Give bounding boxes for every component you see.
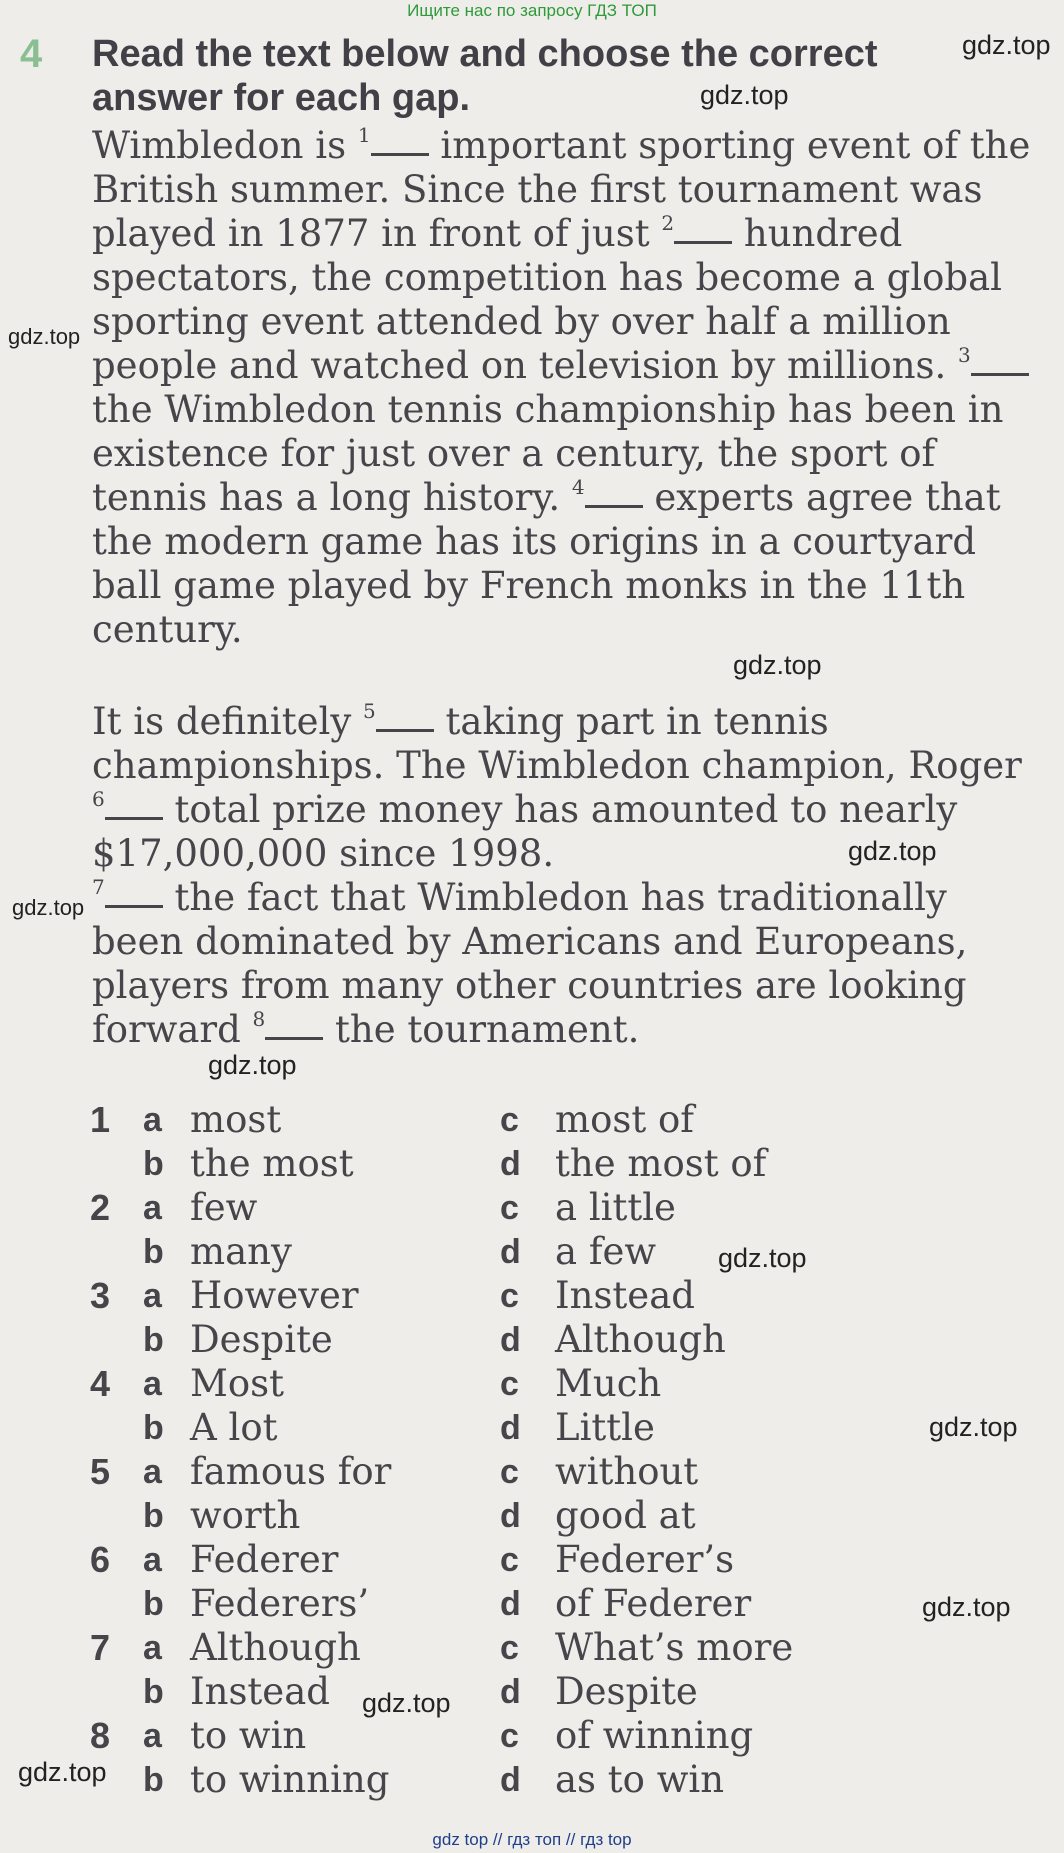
gap-blank	[585, 504, 643, 508]
watermark: gdz.top	[700, 80, 789, 110]
option-letter-c: c	[500, 1365, 519, 1403]
option-text-a: However	[190, 1274, 359, 1317]
option-text-a: few	[190, 1186, 258, 1229]
question-number: 7	[90, 1627, 111, 1668]
instruction-line-2: answer for each gap.	[92, 77, 471, 119]
watermark: gdz.top	[848, 836, 937, 866]
option-text-b: to winning	[190, 1758, 390, 1801]
option-row	[0, 1450, 1064, 1494]
instruction-line-1: Read the text below and choose the correct	[92, 33, 878, 75]
option-letter-a: a	[143, 1101, 162, 1139]
option-letter-c: c	[500, 1101, 519, 1139]
gap-number: 4	[571, 475, 585, 499]
option-text-d: as to win	[555, 1758, 725, 1801]
watermark: gdz.top	[8, 324, 81, 349]
option-text-c: Federer’s	[555, 1538, 735, 1581]
option-text-a: Most	[190, 1362, 285, 1405]
watermark: gdz.top	[929, 1412, 1018, 1442]
option-letter-b: b	[143, 1497, 164, 1535]
option-letter-d: d	[500, 1761, 521, 1799]
option-text-b: worth	[190, 1494, 301, 1537]
watermark: gdz.top	[18, 1757, 107, 1787]
question-number: 8	[90, 1715, 111, 1756]
question-number: 4	[90, 1363, 111, 1404]
option-row	[0, 1186, 1064, 1230]
option-letter-a: a	[143, 1189, 162, 1227]
option-letter-b: b	[143, 1409, 164, 1447]
option-letter-d: d	[500, 1497, 521, 1535]
option-letter-d: d	[500, 1233, 521, 1271]
option-text-b: many	[190, 1230, 292, 1273]
option-letter-b: b	[143, 1585, 164, 1623]
watermark: gdz.top	[362, 1688, 451, 1718]
option-letter-a: a	[143, 1453, 162, 1491]
option-text-c: without	[555, 1450, 699, 1493]
exercise-number: 4	[20, 32, 43, 76]
option-letter-b: b	[143, 1145, 164, 1183]
option-text-b: Despite	[190, 1318, 333, 1361]
option-text-d: a few	[555, 1230, 657, 1273]
watermark: gdz.top	[922, 1592, 1011, 1622]
option-row	[0, 1626, 1064, 1670]
top-banner[interactable]: Ищите нас по запросу ГДЗ ТОП	[407, 1, 657, 20]
option-letter-c: c	[500, 1629, 519, 1667]
question-number: 6	[90, 1539, 111, 1580]
option-letter-d: d	[500, 1409, 521, 1447]
option-letter-a: a	[143, 1365, 162, 1403]
option-row	[0, 1230, 1064, 1274]
option-text-d: of Federer	[555, 1582, 752, 1625]
option-letter-a: a	[143, 1541, 162, 1579]
option-letter-d: d	[500, 1673, 521, 1711]
gap-blank	[674, 240, 732, 244]
option-letter-b: b	[143, 1673, 164, 1711]
question-number: 3	[90, 1275, 111, 1316]
option-letter-c: c	[500, 1277, 519, 1315]
option-text-d: Despite	[555, 1670, 698, 1713]
option-letter-c: c	[500, 1189, 519, 1227]
option-row	[0, 1142, 1064, 1186]
option-text-b: Federers’	[190, 1582, 370, 1625]
gap-blank	[105, 816, 163, 820]
option-letter-d: d	[500, 1585, 521, 1623]
option-row	[0, 1538, 1064, 1582]
gap-blank	[371, 152, 429, 156]
option-row	[0, 1582, 1064, 1626]
option-letter-d: d	[500, 1321, 521, 1359]
gap-number: 5	[363, 699, 376, 723]
option-text-a: famous for	[190, 1450, 392, 1493]
option-letter-d: d	[500, 1145, 521, 1183]
option-letter-b: b	[143, 1761, 164, 1799]
option-text-b: the most	[190, 1142, 354, 1185]
option-row	[0, 1714, 1064, 1758]
option-text-c: of winning	[555, 1714, 754, 1757]
gap-number: 8	[252, 1007, 266, 1031]
gap-number: 6	[92, 787, 105, 811]
question-number: 5	[90, 1451, 111, 1492]
option-letter-b: b	[143, 1321, 164, 1359]
option-row	[0, 1758, 1064, 1802]
option-row	[0, 1494, 1064, 1538]
option-text-c: What’s more	[555, 1626, 794, 1669]
watermark: gdz.top	[733, 650, 822, 680]
option-text-a: most	[190, 1098, 282, 1141]
option-text-d: Although	[555, 1318, 726, 1361]
watermark: gdz.top	[12, 895, 85, 920]
watermark: gdz.top	[208, 1050, 297, 1080]
option-letter-c: c	[500, 1453, 519, 1491]
option-text-c: a little	[555, 1186, 676, 1229]
gap-blank	[105, 904, 163, 908]
option-text-b: A lot	[190, 1406, 278, 1449]
gap-number: 1	[357, 123, 371, 147]
option-text-a: Federer	[190, 1538, 339, 1581]
paragraph-1: Wimbledon is $^1$ important sporting event of the British summer. Since the first tournament was played in 1877 in front of just $^2$ hundred spectators, the competition has become a global sporting event attended by over half a million people and watched on television by millions. $^3$ the Wimbledon tennis championship has been in existence for just over a century, the sport of tennis has a long history. $^4$ experts agree that the modern game has its origins in a courtyard ball game played by French monks in the 11th century.	[92, 123, 1031, 651]
option-text-c: most of	[555, 1098, 694, 1141]
gap-blank	[265, 1036, 323, 1040]
exercise-instruction	[92, 32, 972, 120]
paragraph-2: It is definitely $^5$ taking part in tennis championships. The Wimbledon champion, Roger $^6$ total prize money has amounted to nearly $17,000,000 since 1998. $^7$ the fact that Wimbledon has traditionally been dominated by Americans and Europeans, players from many other countries are looking forward $^8$ the tournament.	[92, 699, 1022, 1051]
option-text-d: good at	[555, 1494, 696, 1537]
watermark: gdz.top	[962, 30, 1051, 60]
option-letter-b: b	[143, 1233, 164, 1271]
option-text-a: to win	[190, 1714, 307, 1757]
option-row	[0, 1318, 1064, 1362]
gap-number: 7	[92, 875, 105, 899]
option-row	[0, 1274, 1064, 1318]
watermark: gdz.top	[718, 1243, 807, 1273]
option-letter-c: c	[500, 1541, 519, 1579]
question-number: 2	[90, 1187, 111, 1228]
bottom-banner[interactable]: gdz top // гдз топ // гдз top	[432, 1830, 632, 1849]
gap-blank	[971, 372, 1029, 376]
question-number: 1	[90, 1099, 111, 1140]
gap-blank	[376, 728, 434, 732]
option-text-d: Little	[555, 1406, 655, 1449]
option-letter-a: a	[143, 1629, 162, 1667]
option-text-a: Although	[190, 1626, 361, 1669]
option-row	[0, 1670, 1064, 1714]
option-text-c: Much	[555, 1362, 662, 1405]
option-row	[0, 1098, 1064, 1142]
option-text-c: Instead	[555, 1274, 695, 1317]
option-row	[0, 1362, 1064, 1406]
option-letter-a: a	[143, 1717, 162, 1755]
option-text-b: Instead	[190, 1670, 330, 1713]
option-row	[0, 1406, 1064, 1450]
option-letter-a: a	[143, 1277, 162, 1315]
gap-number: 3	[958, 343, 971, 367]
gap-number: 2	[661, 211, 675, 235]
option-letter-c: c	[500, 1717, 519, 1755]
option-text-d: the most of	[555, 1142, 767, 1185]
